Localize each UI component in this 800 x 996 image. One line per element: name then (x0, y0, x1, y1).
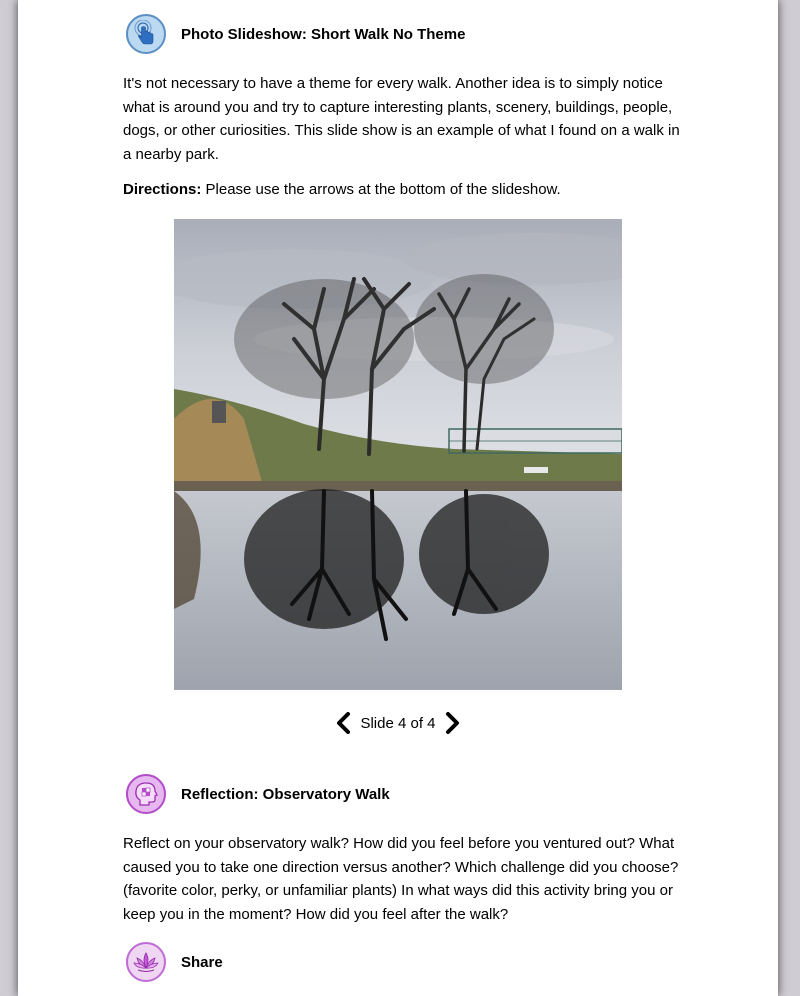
share-title: Share (181, 953, 223, 971)
share-header (126, 942, 223, 982)
lotus-icon (126, 942, 166, 982)
slideshow-intro: It's not necessary to have a theme for every walk. Another idea is to simply notice what is around you and try to capture interesting plants, scenery, buildings, people, dogs, or other curiosities. This slide show is an example of what I found on a walk in a nearby park. (123, 75, 680, 163)
slideshow-header (126, 14, 465, 54)
directions-label: Directions: (123, 181, 202, 198)
slideshow-title: Photo Slideshow: Short Walk No Theme (181, 25, 466, 43)
directions (123, 178, 683, 202)
slide-navigation (18, 708, 778, 738)
chevron-right-icon[interactable] (442, 710, 464, 736)
chevron-left-icon[interactable] (332, 710, 354, 736)
reflection-title: Reflection: Observatory Walk (181, 785, 390, 803)
slide-photo (174, 219, 622, 690)
touch-hand-icon (126, 14, 166, 54)
slide-indicator: Slide 4 of 4 (360, 714, 436, 732)
content-page (18, 0, 778, 996)
reflection-text: Reflect on your observatory walk? How did you feel before you ventured out? What caused you to take one direction versus another? Which challenge did you choose? (favorite color, perky, or unfamiliar plants) In what ways did this activity bring you or keep you in the moment? How did you feel after the walk? (123, 835, 679, 923)
reflection-header (126, 774, 390, 814)
head-puzzle-icon (126, 774, 166, 814)
directions-text: Please use the arrows at the bottom of the slideshow. (201, 181, 561, 198)
